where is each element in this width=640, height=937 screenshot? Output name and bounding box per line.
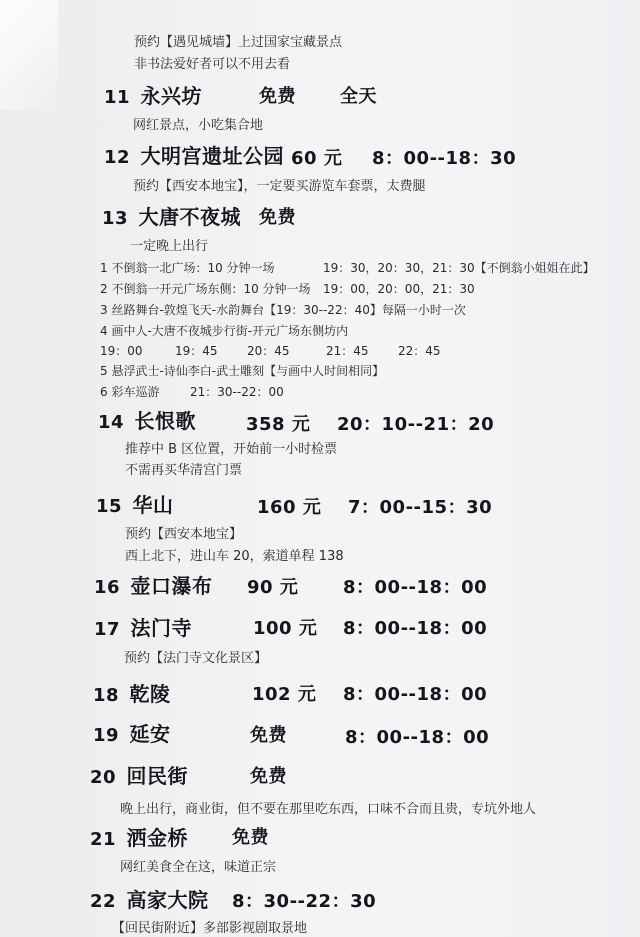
item-18-number: 18: [93, 685, 120, 706]
item-16-heading: [94, 570, 213, 599]
item-13-heading: [102, 201, 241, 230]
item-21-price: 免费: [232, 827, 269, 848]
item-11-hours: 全天: [340, 86, 377, 107]
item-20-number: 20: [90, 767, 117, 788]
item-20-name: 回民街: [126, 764, 189, 788]
item-20-note-1: 晚上出行，商业街，但不要在那里吃东西，口味不合而且贵，专坑外地人: [120, 802, 537, 817]
item-21-name: 洒金桥: [126, 826, 189, 850]
item-14-price: 358 元: [246, 414, 311, 435]
item-18-name: 乾陵: [129, 682, 171, 706]
item-22-note-1: 【回民街附近】多部影视剧取景地: [112, 921, 308, 936]
item-15-number: 15: [96, 496, 123, 517]
item-16-hours: 8：00--18：00: [343, 577, 488, 598]
item-15-price: 160 元: [257, 497, 322, 518]
item-13-time-1: 19：00: [100, 344, 143, 358]
item-15-note-2: 西上北下，进山车 20，索道单程 138: [125, 549, 344, 564]
item-13-note-5: 4 画中人-大唐不夜城步行街-开元广场东侧坊内: [100, 324, 349, 338]
item-13-note-6: 5 悬浮武士-诗仙李白-武士雕刻【与画中人时间相同】: [100, 364, 385, 378]
item-16-price: 90 元: [247, 577, 299, 598]
item-19-heading: [93, 718, 171, 747]
item-16-name: 壶口瀑布: [130, 574, 213, 598]
item-18-hours: 8：00--18：00: [343, 684, 488, 705]
item-17-name: 法门寺: [130, 616, 193, 640]
item-22-hours: 8：30--22：30: [232, 891, 377, 912]
item-19-price: 免费: [250, 725, 287, 746]
item-18-price: 102 元: [252, 684, 317, 705]
item-18-heading: [93, 678, 171, 707]
item-13-parade-time: 21：30--22：00: [190, 385, 284, 399]
item-15-note-1: 预约【西安本地宝】: [125, 527, 243, 542]
item-12-name: 大明宫遗址公园: [140, 144, 285, 168]
item-14-heading: [98, 405, 196, 434]
item-17-heading: [94, 612, 192, 641]
item-11-price: 免费: [259, 86, 296, 107]
item-19-hours: 8：00--18：00: [345, 727, 490, 748]
item-13-time-4: 21：45: [326, 344, 369, 358]
item-17-number: 17: [94, 619, 121, 640]
item-21-heading: [90, 822, 188, 851]
item-13-note-1: 一定晚上出行: [130, 239, 209, 254]
item-13-name: 大唐不夜城: [138, 205, 242, 229]
item-17-note-1: 预约【法门寺文化景区】: [124, 651, 268, 666]
item-12-number: 12: [104, 147, 131, 168]
top-note-line1: 预约【遇见城墙】上过国家宝藏景点: [134, 35, 343, 50]
item-15-name: 华山: [132, 493, 174, 517]
item-12-price: 60 元: [291, 148, 343, 169]
item-11-name: 永兴坊: [140, 84, 203, 108]
item-14-note-1: 推荐中 B 区位置，开始前一小时检票: [125, 442, 338, 457]
item-13-note-2: 1 不倒翁一北广场：10 分钟一场: [100, 261, 275, 275]
item-22-number: 22: [90, 891, 117, 912]
item-11-heading: [104, 80, 202, 109]
item-22-heading: [90, 884, 209, 913]
item-14-note-2: 不需再买华清宫门票: [125, 463, 243, 478]
item-13-time-5: 22：45: [398, 344, 441, 358]
top-note-line2: 非书法爱好者可以不用去看: [134, 57, 291, 72]
item-12-hours: 8：00--18：30: [372, 148, 517, 169]
item-19-number: 19: [93, 725, 120, 746]
item-12-heading: [104, 140, 284, 169]
item-13-note-4: 3 丝路舞台-敦煌飞天-水韵舞台【19：30--22：40】每隔一小时一次: [100, 303, 466, 317]
item-11-number: 11: [104, 87, 131, 108]
item-11-note-1: 网红景点，小吃集合地: [133, 118, 264, 133]
item-15-hours: 7：00--15：30: [348, 497, 493, 518]
item-13-time-2: 19：45: [175, 344, 218, 358]
item-17-price: 100 元: [253, 618, 318, 639]
item-20-heading: [90, 760, 188, 789]
item-13-number: 13: [102, 208, 129, 229]
item-13-schedule-a: 19：30，20：30，21：30【不倒翁小姐姐在此】: [323, 261, 595, 275]
item-13-note-3: 2 不倒翁一开元广场东侧：10 分钟一场: [100, 282, 311, 296]
item-21-number: 21: [90, 829, 117, 850]
item-12-note-1: 预约【西安本地宝】，一定要买游览车套票，太费腿: [133, 179, 426, 194]
item-20-price: 免费: [250, 766, 287, 787]
item-14-hours: 20：10--21：20: [337, 414, 495, 435]
item-19-name: 延安: [129, 722, 171, 746]
item-13-note-7: 6 彩车巡游: [100, 385, 160, 399]
item-22-name: 高家大院: [126, 888, 209, 912]
item-13-time-3: 20：45: [247, 344, 290, 358]
item-13-price: 免费: [259, 207, 296, 228]
item-15-heading: [96, 489, 174, 518]
item-21-note-1: 网红美食全在这，味道正宗: [120, 860, 277, 875]
item-14-number: 14: [98, 412, 125, 433]
item-14-name: 长恨歌: [134, 409, 197, 433]
item-16-number: 16: [94, 577, 121, 598]
item-17-hours: 8：00--18：00: [343, 618, 488, 639]
item-13-schedule-b: 19：00，20：00，21：30: [323, 282, 475, 296]
